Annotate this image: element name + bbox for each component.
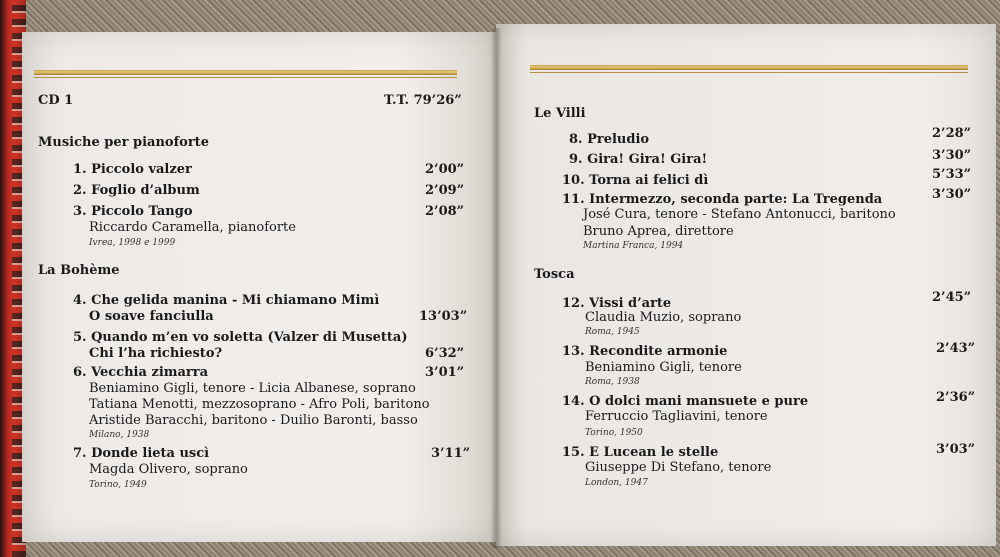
recording-note: London, 1947 xyxy=(585,478,648,488)
track-time: 2’43” xyxy=(936,341,976,356)
track-title-continued: O soave fanciulla xyxy=(89,309,214,324)
track-time: 6’32” xyxy=(425,346,465,361)
track-title: 4. Che gelida manina - Mi chiamano Mimì xyxy=(73,293,380,308)
track-title: 14. O dolci mani mansuete e pure xyxy=(562,394,809,409)
track-title: 9. Gira! Gira! Gira! xyxy=(569,152,708,167)
track-title: 1. Piccolo valzer xyxy=(73,162,192,177)
recording-note: Ivrea, 1998 e 1999 xyxy=(89,238,176,248)
track-time: 3’30” xyxy=(932,187,972,202)
track-time: 2’45” xyxy=(932,290,972,305)
track-time: 3’11” xyxy=(431,446,471,461)
track-time: 3’03” xyxy=(936,442,976,457)
performer-credit: José Cura, tenore - Stefano Antonucci, baritono xyxy=(583,207,896,222)
track-time: 5’33” xyxy=(932,167,972,182)
section-heading: Musiche per pianoforte xyxy=(38,135,209,150)
track-time: 2’00” xyxy=(425,162,465,177)
performer-credit: Beniamino Gigli, tenore xyxy=(585,360,742,375)
track-title: 7. Donde lieta uscì xyxy=(73,446,210,461)
total-time: T.T. 79’26” xyxy=(384,93,462,108)
track-title: 5. Quando m’en vo soletta (Valzer di Musetta) xyxy=(73,330,408,345)
performer-credit: Beniamino Gigli, tenore - Licia Albanese, soprano xyxy=(89,381,416,396)
track-title: 11. Intermezzo, seconda parte: La Tregenda xyxy=(562,192,883,207)
track-title: 6. Vecchia zimarra xyxy=(73,365,209,380)
track-time: 3’01” xyxy=(425,365,465,380)
track-title: 3. Piccolo Tango xyxy=(73,204,193,219)
track-title-continued: Chi l’ha richiesto? xyxy=(89,346,223,361)
performer-credit: Riccardo Caramella, pianoforte xyxy=(89,220,296,235)
track-title: 12. Vissi d’arte xyxy=(562,296,672,311)
section-heading: La Bohème xyxy=(38,263,120,278)
recording-note: Roma, 1945 xyxy=(585,327,640,337)
track-title: 10. Torna ai felici dì xyxy=(562,173,709,188)
recording-note: Torino, 1949 xyxy=(89,480,147,490)
track-time: 2’36” xyxy=(936,390,976,405)
track-title: 15. E Lucean le stelle xyxy=(562,445,719,460)
gold-rule-right xyxy=(530,65,968,70)
recording-note: Roma, 1938 xyxy=(585,377,640,387)
track-title: 8. Preludio xyxy=(569,132,650,147)
performer-credit: Bruno Aprea, direttore xyxy=(583,224,734,239)
track-time: 2’28” xyxy=(932,126,972,141)
recording-note: Martina Franca, 1994 xyxy=(583,241,684,251)
cd-label: CD 1 xyxy=(38,93,74,108)
booklet-gutter xyxy=(490,28,502,548)
recording-note: Milano, 1938 xyxy=(89,430,150,440)
gold-rule-left xyxy=(34,70,457,75)
track-time: 2’08” xyxy=(425,204,465,219)
performer-credit: Magda Olivero, soprano xyxy=(89,462,248,477)
section-heading: Le Villi xyxy=(534,106,586,121)
performer-credit: Aristide Baracchi, baritono - Duilio Baronti, basso xyxy=(89,413,418,428)
track-time: 3’30” xyxy=(932,148,972,163)
performer-credit: Claudia Muzio, soprano xyxy=(585,310,742,325)
track-title: 13. Recondite armonie xyxy=(562,344,728,359)
performer-credit: Ferruccio Tagliavini, tenore xyxy=(585,409,768,424)
performer-credit: Tatiana Menotti, mezzosoprano - Afro Poli, baritono xyxy=(89,397,430,412)
section-heading: Tosca xyxy=(534,267,575,282)
track-title: 2. Foglio d’album xyxy=(73,183,200,198)
recording-note: Torino, 1950 xyxy=(585,428,643,438)
performer-credit: Giuseppe Di Stefano, tenore xyxy=(585,460,772,475)
track-time: 13’03” xyxy=(419,309,468,324)
track-time: 2’09” xyxy=(425,183,465,198)
